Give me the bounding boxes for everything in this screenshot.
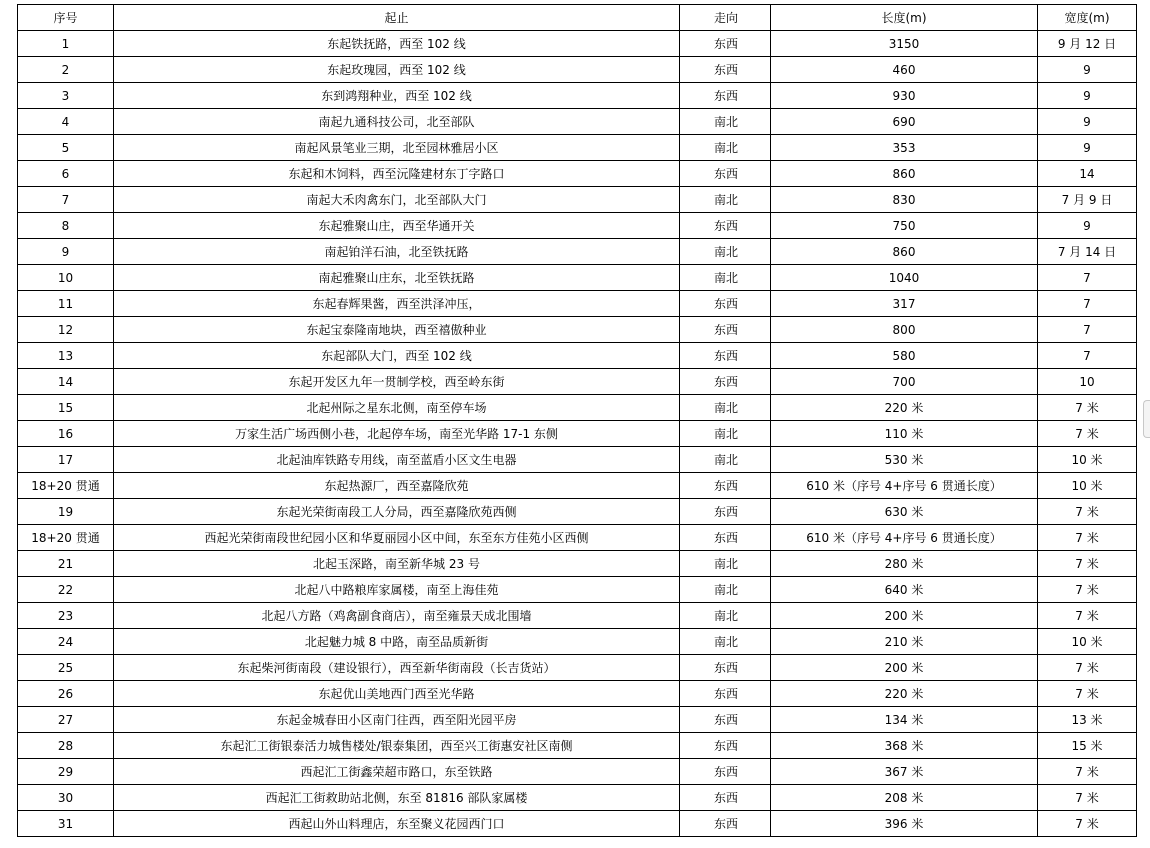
- cell-route: 南起铂洋石油，北至铁抚路: [114, 239, 680, 265]
- cell-route: 北起魅力城 8 中路，南至品质新街: [114, 629, 680, 655]
- cell-route: 东起优山美地西门西至光华路: [114, 681, 680, 707]
- table-row: [18, 239, 1137, 265]
- cell-width: 9: [1038, 109, 1137, 135]
- cell-id: 3: [18, 83, 114, 109]
- cell-id: 31: [18, 811, 114, 837]
- cell-route: 东起开发区九年一贯制学校，西至岭东街: [114, 369, 680, 395]
- cell-length: 640 米: [771, 577, 1038, 603]
- cell-width: 7 米: [1038, 811, 1137, 837]
- header-length: 长度(m): [771, 5, 1038, 31]
- cell-length: 460: [771, 57, 1038, 83]
- cell-direction: 南北: [680, 603, 771, 629]
- cell-id: 12: [18, 317, 114, 343]
- cell-width: 7: [1038, 317, 1137, 343]
- cell-length: 610 米（序号 4+序号 6 贯通长度）: [771, 525, 1038, 551]
- table-row: [18, 161, 1137, 187]
- cell-width: 10 米: [1038, 629, 1137, 655]
- cell-length: 700: [771, 369, 1038, 395]
- cell-width: 14: [1038, 161, 1137, 187]
- table-row: [18, 707, 1137, 733]
- cell-route: 万家生活广场西侧小巷，北起停车场，南至光华路 17-1 东侧: [114, 421, 680, 447]
- cell-length: 110 米: [771, 421, 1038, 447]
- cell-direction: 东西: [680, 369, 771, 395]
- cell-length: 3150: [771, 31, 1038, 57]
- cell-length: 630 米: [771, 499, 1038, 525]
- cell-direction: 南北: [680, 577, 771, 603]
- cell-direction: 南北: [680, 421, 771, 447]
- cell-route: 东到鸿翔种业，西至 102 线: [114, 83, 680, 109]
- cell-direction: 东西: [680, 213, 771, 239]
- cell-length: 134 米: [771, 707, 1038, 733]
- header-id: 序号: [18, 5, 114, 31]
- cell-length: 610 米（序号 4+序号 6 贯通长度）: [771, 473, 1038, 499]
- side-scroll-handle[interactable]: [1143, 400, 1150, 438]
- cell-route: 东起金城春田小区南门往西，西至阳光园平房: [114, 707, 680, 733]
- table-row: [18, 317, 1137, 343]
- table-row: [18, 187, 1137, 213]
- cell-id: 18+20 贯通: [18, 473, 114, 499]
- cell-id: 17: [18, 447, 114, 473]
- cell-id: 22: [18, 577, 114, 603]
- cell-width: 7 米: [1038, 421, 1137, 447]
- cell-id: 26: [18, 681, 114, 707]
- header-width: 宽度(m): [1038, 5, 1137, 31]
- cell-direction: 东西: [680, 499, 771, 525]
- cell-length: 690: [771, 109, 1038, 135]
- cell-id: 8: [18, 213, 114, 239]
- cell-length: 353: [771, 135, 1038, 161]
- cell-id: 29: [18, 759, 114, 785]
- cell-length: 1040: [771, 265, 1038, 291]
- cell-width: 7 米: [1038, 395, 1137, 421]
- table-row: [18, 135, 1137, 161]
- cell-width: 7 米: [1038, 551, 1137, 577]
- cell-width: 7: [1038, 291, 1137, 317]
- cell-length: 800: [771, 317, 1038, 343]
- cell-id: 24: [18, 629, 114, 655]
- cell-route: 北起八中路粮库家属楼，南至上海佳苑: [114, 577, 680, 603]
- cell-id: 23: [18, 603, 114, 629]
- cell-direction: 东西: [680, 707, 771, 733]
- cell-direction: 南北: [680, 447, 771, 473]
- cell-direction: 东西: [680, 759, 771, 785]
- cell-id: 30: [18, 785, 114, 811]
- cell-width: 7 月 9 日: [1038, 187, 1137, 213]
- cell-direction: 东西: [680, 161, 771, 187]
- cell-id: 7: [18, 187, 114, 213]
- table-row: [18, 603, 1137, 629]
- cell-route: 南起风景笔业三期，北至园林雅居小区: [114, 135, 680, 161]
- cell-route: 北起八方路（鸡禽副食商店），南至雍景天成北围墙: [114, 603, 680, 629]
- cell-length: 280 米: [771, 551, 1038, 577]
- table-row: [18, 759, 1137, 785]
- cell-route: 西起山外山料理店，东至聚义花园西门口: [114, 811, 680, 837]
- cell-route: 东起宝泰隆南地块，西至禧傲种业: [114, 317, 680, 343]
- cell-route: 西起汇工街救助站北侧，东至 81816 部队家属楼: [114, 785, 680, 811]
- cell-length: 860: [771, 161, 1038, 187]
- cell-direction: 南北: [680, 265, 771, 291]
- cell-width: 7: [1038, 343, 1137, 369]
- cell-direction: 南北: [680, 395, 771, 421]
- cell-length: 317: [771, 291, 1038, 317]
- cell-route: 南起雅聚山庄东，北至铁抚路: [114, 265, 680, 291]
- cell-route: 东起热源厂，西至嘉隆欣苑: [114, 473, 680, 499]
- cell-route: 南起大禾肉禽东门，北至部队大门: [114, 187, 680, 213]
- table-row: [18, 655, 1137, 681]
- table-row: [18, 83, 1137, 109]
- cell-id: 14: [18, 369, 114, 395]
- cell-route: 西起汇工街鑫荣超市路口，东至铁路: [114, 759, 680, 785]
- cell-direction: 东西: [680, 291, 771, 317]
- cell-id: 9: [18, 239, 114, 265]
- cell-id: 19: [18, 499, 114, 525]
- cell-width: 7 米: [1038, 655, 1137, 681]
- cell-direction: 东西: [680, 343, 771, 369]
- table-row: [18, 629, 1137, 655]
- cell-direction: 东西: [680, 733, 771, 759]
- cell-width: 10: [1038, 369, 1137, 395]
- cell-direction: 东西: [680, 31, 771, 57]
- table-row: [18, 31, 1137, 57]
- cell-width: 9: [1038, 83, 1137, 109]
- cell-length: 930: [771, 83, 1038, 109]
- cell-width: 9: [1038, 57, 1137, 83]
- cell-length: 200 米: [771, 603, 1038, 629]
- table-row: [18, 265, 1137, 291]
- header-row: [18, 5, 1137, 31]
- cell-width: 7 米: [1038, 681, 1137, 707]
- cell-id: 13: [18, 343, 114, 369]
- cell-length: 530 米: [771, 447, 1038, 473]
- cell-route: 东起春辉果酱，西至洪泽冲压，: [114, 291, 680, 317]
- header-direction: 走向: [680, 5, 771, 31]
- cell-direction: 南北: [680, 109, 771, 135]
- cell-id: 1: [18, 31, 114, 57]
- cell-direction: 东西: [680, 681, 771, 707]
- table-row: [18, 395, 1137, 421]
- cell-route: 东起和木饲料，西至沅隆建材东丁字路口: [114, 161, 680, 187]
- cell-width: 13 米: [1038, 707, 1137, 733]
- cell-direction: 东西: [680, 811, 771, 837]
- cell-length: 220 米: [771, 395, 1038, 421]
- cell-id: 16: [18, 421, 114, 447]
- cell-width: 15 米: [1038, 733, 1137, 759]
- cell-length: 750: [771, 213, 1038, 239]
- cell-width: 10 米: [1038, 447, 1137, 473]
- cell-route: 西起光荣街南段世纪园小区和华夏丽园小区中间，东至东方佳苑小区西侧: [114, 525, 680, 551]
- cell-width: 9 月 12 日: [1038, 31, 1137, 57]
- cell-direction: 南北: [680, 239, 771, 265]
- cell-route: 东起光荣街南段工人分局，西至嘉隆欣苑西侧: [114, 499, 680, 525]
- cell-id: 15: [18, 395, 114, 421]
- table-row: [18, 343, 1137, 369]
- cell-id: 11: [18, 291, 114, 317]
- cell-width: 7 米: [1038, 499, 1137, 525]
- cell-id: 4: [18, 109, 114, 135]
- cell-id: 25: [18, 655, 114, 681]
- table-row: [18, 681, 1137, 707]
- cell-id: 18+20 贯通: [18, 525, 114, 551]
- cell-length: 208 米: [771, 785, 1038, 811]
- cell-width: 7 米: [1038, 785, 1137, 811]
- table-row: [18, 525, 1137, 551]
- table-row: [18, 447, 1137, 473]
- table-row: [18, 369, 1137, 395]
- cell-direction: 东西: [680, 525, 771, 551]
- cell-route: 北起玉深路，南至新华城 23 号: [114, 551, 680, 577]
- cell-id: 6: [18, 161, 114, 187]
- cell-route: 东起部队大门，西至 102 线: [114, 343, 680, 369]
- cell-length: 368 米: [771, 733, 1038, 759]
- table-row: [18, 733, 1137, 759]
- cell-width: 7 米: [1038, 525, 1137, 551]
- cell-direction: 南北: [680, 629, 771, 655]
- table-row: [18, 473, 1137, 499]
- cell-route: 南起九通科技公司，北至部队: [114, 109, 680, 135]
- table-row: [18, 785, 1137, 811]
- cell-width: 7: [1038, 265, 1137, 291]
- cell-width: 9: [1038, 135, 1137, 161]
- cell-route: 北起油库铁路专用线，南至蓝盾小区文生电器: [114, 447, 680, 473]
- cell-width: 7 米: [1038, 603, 1137, 629]
- table-row: [18, 109, 1137, 135]
- cell-direction: 南北: [680, 551, 771, 577]
- cell-route: 东起雅聚山庄，西至华通开关: [114, 213, 680, 239]
- table-row: [18, 811, 1137, 837]
- cell-id: 28: [18, 733, 114, 759]
- cell-route: 东起柴河街南段（建设银行），西至新华街南段（长吉货站）: [114, 655, 680, 681]
- cell-direction: 东西: [680, 785, 771, 811]
- table-row: [18, 499, 1137, 525]
- table-row: [18, 291, 1137, 317]
- cell-id: 21: [18, 551, 114, 577]
- cell-route: 北起州际之星东北侧，南至停车场: [114, 395, 680, 421]
- cell-route: 东起玫瑰园，西至 102 线: [114, 57, 680, 83]
- table-row: [18, 577, 1137, 603]
- table-row: [18, 57, 1137, 83]
- cell-route: 东起铁抚路，西至 102 线: [114, 31, 680, 57]
- cell-width: 9: [1038, 213, 1137, 239]
- table-row: [18, 551, 1137, 577]
- cell-id: 27: [18, 707, 114, 733]
- cell-length: 396 米: [771, 811, 1038, 837]
- cell-length: 580: [771, 343, 1038, 369]
- road-table: [17, 4, 1137, 837]
- table-row: [18, 213, 1137, 239]
- cell-direction: 南北: [680, 187, 771, 213]
- cell-width: 7 米: [1038, 759, 1137, 785]
- cell-id: 2: [18, 57, 114, 83]
- cell-id: 5: [18, 135, 114, 161]
- cell-length: 830: [771, 187, 1038, 213]
- header-route: 起止: [114, 5, 680, 31]
- cell-id: 10: [18, 265, 114, 291]
- cell-length: 200 米: [771, 655, 1038, 681]
- cell-direction: 东西: [680, 317, 771, 343]
- cell-direction: 南北: [680, 135, 771, 161]
- cell-direction: 东西: [680, 83, 771, 109]
- cell-direction: 东西: [680, 57, 771, 83]
- cell-direction: 东西: [680, 473, 771, 499]
- cell-length: 860: [771, 239, 1038, 265]
- cell-length: 220 米: [771, 681, 1038, 707]
- cell-direction: 东西: [680, 655, 771, 681]
- cell-route: 东起汇工街银泰活力城售楼处/银泰集团，西至兴工街惠安社区南侧: [114, 733, 680, 759]
- cell-length: 210 米: [771, 629, 1038, 655]
- cell-width: 10 米: [1038, 473, 1137, 499]
- table-row: [18, 421, 1137, 447]
- cell-length: 367 米: [771, 759, 1038, 785]
- cell-width: 7 月 14 日: [1038, 239, 1137, 265]
- cell-width: 7 米: [1038, 577, 1137, 603]
